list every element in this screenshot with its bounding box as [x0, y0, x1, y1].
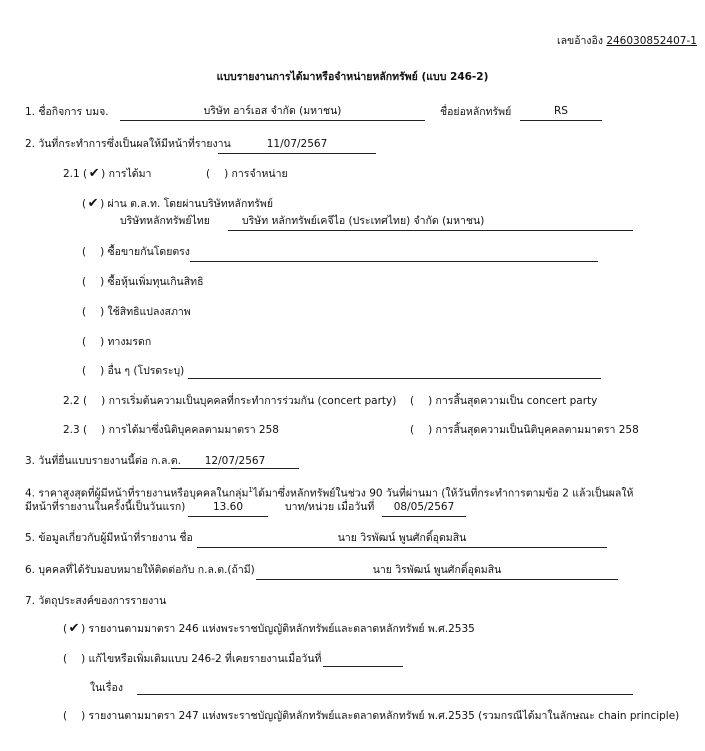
- direct-label: ซื้อขายกันโดยตรง: [107, 246, 190, 258]
- s23-number: 2.3: [63, 424, 80, 436]
- s21-row: 2.1 ( ✔ ) การได้มา: [63, 166, 152, 181]
- inherit-label: ทางมรดก: [107, 336, 152, 348]
- company-label: 1. ชื่อกิจการ บมจ.: [25, 106, 109, 118]
- purpose-246-label: รายงานตามมาตรา 246 แห่งพระราชบัญญัติหลักทรัพย์และตลาดหลักทรัพย์ พ.ศ.2535: [88, 623, 475, 635]
- purpose-label: 7. วัตถุประสงค์ของการรายงาน: [25, 595, 167, 607]
- dispose-label: การจำหน่าย: [231, 168, 288, 180]
- direct-line: [190, 261, 598, 262]
- highest-price-line1b: ได้มาซึ่งหลักทรัพย์ในช่วง 90 วันที่ผ่านมา (ให้วันที่กระทำการตามข้อ 2 แล้วเป็นผลให้: [252, 487, 634, 500]
- contact-label: 6. บุคคลที่ได้รับมอบหมายให้ติดต่อกับ ก.ล.ต.(ถ้ามี): [25, 564, 255, 576]
- s22-number: 2.2: [63, 395, 80, 407]
- subject-line: [137, 694, 633, 695]
- concert-end-option: ( ) การสิ้นสุดความเป็น concert party: [410, 395, 598, 407]
- event-date-line: [218, 153, 376, 154]
- amend-date-line: [323, 666, 403, 667]
- reference-label: เลขอ้างอิง: [557, 35, 603, 47]
- highest-price-line2: มีหน้าที่รายงานในครั้งนี้เป็นวันแรก): [25, 501, 186, 513]
- inherit-option: ( ) ทางมรดก: [82, 336, 152, 348]
- highest-price-line: [188, 516, 268, 517]
- price-unit-label: บาท/หน่วย เมื่อวันที่: [285, 501, 375, 513]
- broker-label: บริษัทหลักทรัพย์ไทย: [120, 215, 210, 227]
- check-via-broker-icon[interactable]: ✔: [87, 196, 99, 211]
- purpose-246-option: ( ✔ ) รายงานตามมาตรา 246 แห่งพระราชบัญญัติหลักทรัพย์และตลาดหลักทรัพย์ พ.ศ.2535: [63, 621, 475, 636]
- price-date-line: [382, 516, 466, 517]
- abbr-line: [520, 120, 602, 121]
- highest-price-text: [25, 483, 633, 501]
- contact-name-line: [256, 579, 618, 580]
- filing-date-line: [171, 468, 299, 469]
- s22-row: 2.2 ( ) การเริ่มต้นความเป็นบุคคลที่กระทำการร่วมกัน (concert party): [63, 395, 397, 407]
- purpose-247-option: ( ) รายงานตามมาตรา 247 แห่งพระราชบัญญัติหลักทรัพย์และตลาดหลักทรัพย์ พ.ศ.2535 (รวมกรณีได้มาในลักษณะ chain principle): [63, 710, 680, 722]
- s258-end-option: ( ) การสิ้นสุดความเป็นนิติบุคคลตามมาตรา 258: [410, 424, 639, 436]
- highest-price-line1: 4. ราคาสูงสุดที่ผู้มีหน้าที่รายงานหรือบุคคลในกลุ่ม: [25, 487, 249, 500]
- broker-name-line: [228, 230, 633, 231]
- footnote-mark: 1: [248, 486, 253, 494]
- rights-label: ซื้อหุ้นเพิ่มทุนเกินสิทธิ: [107, 276, 204, 288]
- contact-name-value: นาย วิรพัฒน์ พูนศักดิ์อุดมสิน: [372, 564, 502, 576]
- check-purpose-246-icon[interactable]: ✔: [68, 621, 80, 636]
- direct-option: ( ) ซื้อขายกันโดยตรง: [82, 246, 190, 258]
- abbr-label: ชื่อย่อหลักทรัพย์: [440, 106, 512, 118]
- concert-end-label: การสิ้นสุดความเป็น concert party: [435, 395, 598, 407]
- form-title: แบบรายงานการได้มาหรือจำหน่ายหลักทรัพย์ (แบบ 246-2): [216, 71, 489, 83]
- event-date-value: 11/07/2567: [266, 138, 328, 150]
- subject-label: ในเรื่อง: [90, 682, 123, 694]
- purpose-247-label: รายงานตามมาตรา 247 แห่งพระราชบัญญัติหลักทรัพย์และตลาดหลักทรัพย์ พ.ศ.2535 (รวมกรณีได้มาในลักษณะ chain principle): [88, 710, 680, 722]
- convert-label: ใช้สิทธิแปลงสภาพ: [107, 306, 191, 318]
- via-broker-option: ( ✔ ) ผ่าน ต.ล.ท. โดยผ่านบริษัทหลักทรัพย์: [82, 196, 273, 211]
- filing-date-value: 12/07/2567: [204, 455, 266, 467]
- company-name-value: บริษัท อาร์เอส จำกัด (มหาชน): [203, 105, 342, 117]
- event-date-label: 2. วันที่กระทำการซึ่งเป็นผลให้มีหน้าที่รายงาน: [25, 138, 231, 150]
- reporter-name-line: [197, 547, 607, 548]
- s258-start-label: การได้มาซึ่งนิติบุคคลตามมาตรา 258: [108, 424, 279, 436]
- reporter-name-value: นาย วิรพัฒน์ พูนศักดิ์อุดมสิน: [337, 532, 467, 544]
- highest-price-value: 13.60: [212, 501, 244, 513]
- purpose-amend-label: แก้ไขหรือเพิ่มเติมแบบ 246-2 ที่เคยรายงานเมื่อวันที่: [88, 653, 322, 665]
- filing-date-label: 3. วันที่ยื่นแบบรายงานนี้ต่อ ก.ล.ต.: [25, 455, 181, 467]
- convert-option: ( ) ใช้สิทธิแปลงสภาพ: [82, 306, 191, 318]
- check-acquire-icon[interactable]: ✔: [88, 166, 100, 181]
- dispose-option: ( ) การจำหน่าย: [206, 168, 288, 180]
- rights-option: ( ) ซื้อหุ้นเพิ่มทุนเกินสิทธิ: [82, 276, 204, 288]
- broker-name-value: บริษัท หลักทรัพย์เคจีไอ (ประเทศไทย) จำกัด (มหาชน): [242, 215, 485, 227]
- other-label: อื่น ๆ (โปรดระบุ): [107, 365, 185, 377]
- abbr-value: RS: [554, 105, 568, 117]
- other-option: ( ) อื่น ๆ (โปรดระบุ): [82, 365, 185, 377]
- s21-number: 2.1: [63, 168, 80, 180]
- s258-end-label: การสิ้นสุดความเป็นนิติบุคคลตามมาตรา 258: [435, 424, 639, 436]
- concert-start-label: การเริ่มต้นความเป็นบุคคลที่กระทำการร่วมกัน (concert party): [108, 395, 397, 407]
- acquire-label: การได้มา: [108, 168, 152, 180]
- company-name-line: [120, 120, 425, 121]
- purpose-amend-option: ( ) แก้ไขหรือเพิ่มเติมแบบ 246-2 ที่เคยรายงานเมื่อวันที่: [63, 653, 322, 665]
- s23-row: 2.3 ( ) การได้มาซึ่งนิติบุคคลตามมาตรา 258: [63, 424, 279, 436]
- reference-value: 246030852407-1: [606, 35, 697, 47]
- via-broker-label: ผ่าน ต.ล.ท. โดยผ่านบริษัทหลักทรัพย์: [107, 198, 273, 210]
- price-date-value: 08/05/2567: [393, 501, 455, 513]
- other-line: [188, 378, 601, 379]
- reporter-label: 5. ข้อมูลเกี่ยวกับผู้มีหน้าที่รายงาน ชื่อ: [25, 532, 193, 544]
- reference-number: [557, 34, 697, 48]
